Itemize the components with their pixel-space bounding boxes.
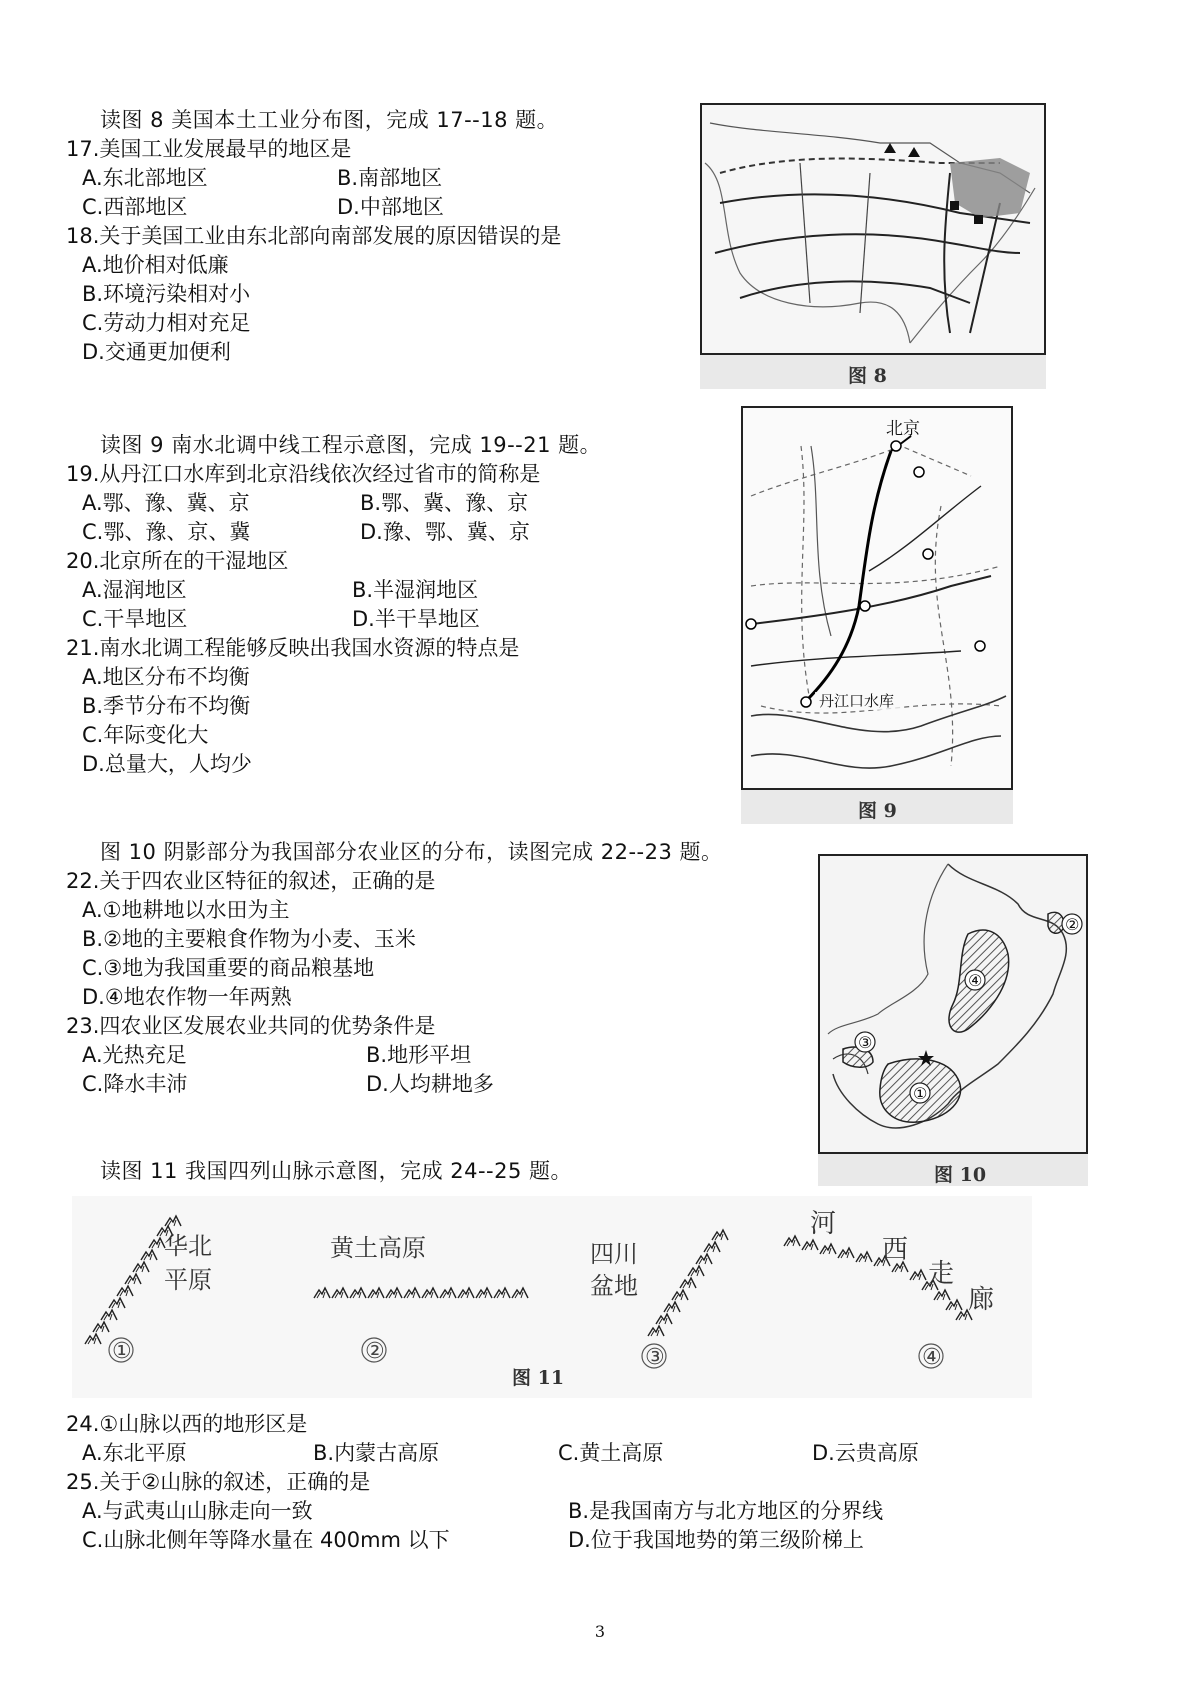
panel-4-number: ④ xyxy=(922,1345,942,1370)
q22-option-c: C.③地为我国重要的商品粮基地 xyxy=(82,956,375,980)
q24-option-d: D.云贵高原 xyxy=(812,1441,919,1465)
panel-4-char-3: 走 xyxy=(928,1259,955,1289)
figure-9-south-north-water-map xyxy=(741,406,1013,790)
figure-8-usa-industry-map xyxy=(700,103,1046,355)
intro-22-23: 图 10 阴影部分为我国部分农业区的分布，读图完成 22--23 题。 xyxy=(100,840,723,864)
q21-stem: 21.南水北调工程能够反映出我国水资源的特点是 xyxy=(66,636,520,660)
q18-option-a: A.地价相对低廉 xyxy=(82,253,229,277)
q25-option-c: C.山脉北侧年等降水量在 400mm 以下 xyxy=(82,1528,450,1552)
marker-1: ① xyxy=(913,1084,928,1103)
figure-8-caption: 图 8 xyxy=(848,365,887,387)
q21-option-a: A.地区分布不均衡 xyxy=(82,665,250,689)
q22-option-b: B.②地的主要粮食作物为小麦、玉米 xyxy=(82,927,416,951)
q19-option-a: A.鄂、豫、冀、京 xyxy=(82,491,250,515)
panel-1-label-2: 平原 xyxy=(164,1266,212,1294)
q17-option-b: B.南部地区 xyxy=(337,166,443,190)
q20-option-b: B.半湿润地区 xyxy=(352,578,479,602)
figure-10-caption: 图 10 xyxy=(934,1164,987,1186)
q25-option-d: D.位于我国地势的第三级阶梯上 xyxy=(568,1528,864,1552)
marker-3: ③ xyxy=(858,1033,873,1052)
q19-stem: 19.从丹江口水库到北京沿线依次经过省市的简称是 xyxy=(66,462,541,486)
intro-17-18: 读图 8 美国本土工业分布图，完成 17--18 题。 xyxy=(100,108,559,132)
q22-stem: 22.关于四农业区特征的叙述，正确的是 xyxy=(66,869,436,893)
intro-19-21: 读图 9 南水北调中线工程示意图，完成 19--21 题。 xyxy=(100,433,602,457)
panel-4-char-4: 廊 xyxy=(968,1285,995,1315)
intro-24-25: 读图 11 我国四列山脉示意图，完成 24--25 题。 xyxy=(100,1159,573,1183)
q19-option-d: D.豫、鄂、冀、京 xyxy=(360,520,530,544)
page-number: 3 xyxy=(594,1622,606,1641)
q23-option-a: A.光热充足 xyxy=(82,1043,187,1067)
range-2-mountains xyxy=(314,1288,528,1298)
q18-option-c: C.劳动力相对充足 xyxy=(82,311,251,335)
marker-2: ② xyxy=(1065,915,1080,934)
panel-2-label: 黄土高原 xyxy=(330,1234,426,1262)
q23-option-b: B.地形平坦 xyxy=(366,1043,472,1067)
q23-option-c: C.降水丰沛 xyxy=(82,1072,188,1096)
map-label-danjiangkou: 丹江口水库 xyxy=(819,692,895,710)
q24-stem: 24.①山脉以西的地形区是 xyxy=(66,1412,308,1436)
q20-option-a: A.湿润地区 xyxy=(82,578,187,602)
panel-4-char-2: 西 xyxy=(882,1235,909,1265)
q25-stem: 25.关于②山脉的叙述，正确的是 xyxy=(66,1470,371,1494)
panel-3-number: ③ xyxy=(645,1345,665,1370)
figure-9-caption: 图 9 xyxy=(858,800,897,822)
q25-option-a: A.与武夷山山脉走向一致 xyxy=(82,1499,313,1523)
q22-option-a: A.①地耕地以水田为主 xyxy=(82,898,290,922)
q17-option-a: A.东北部地区 xyxy=(82,166,208,190)
q17-stem: 17.美国工业发展最早的地区是 xyxy=(66,137,352,161)
q21-option-c: C.年际变化大 xyxy=(82,723,209,747)
q21-option-b: B.季节分布不均衡 xyxy=(82,694,251,718)
q22-option-d: D.④地农作物一年两熟 xyxy=(82,985,292,1009)
figure-11-caption: 图 11 xyxy=(512,1367,565,1389)
panel-1-number: ① xyxy=(112,1339,132,1364)
figure-11-mountain-ranges xyxy=(72,1196,1032,1398)
q23-stem: 23.四农业区发展农业共同的优势条件是 xyxy=(66,1014,436,1038)
q17-option-d: D.中部地区 xyxy=(337,195,444,219)
q18-stem: 18.关于美国工业由东北部向南部发展的原因错误的是 xyxy=(66,224,562,248)
q21-option-d: D.总量大，人均少 xyxy=(82,752,252,776)
q23-option-d: D.人均耕地多 xyxy=(366,1072,494,1096)
q24-option-c: C.黄土高原 xyxy=(558,1441,664,1465)
map-label-beijing: 北京 xyxy=(886,419,920,439)
figure-10-agriculture-map xyxy=(818,854,1088,1154)
panel-2-number: ② xyxy=(365,1339,385,1364)
q18-option-d: D.交通更加便利 xyxy=(82,340,231,364)
marker-4: ④ xyxy=(968,971,983,990)
range-3-mountains xyxy=(648,1230,728,1336)
panel-4-char-1: 河 xyxy=(810,1209,837,1239)
q20-option-d: D.半干旱地区 xyxy=(352,607,480,631)
q19-option-b: B.鄂、冀、豫、京 xyxy=(360,491,529,515)
panel-3-label-2: 盆地 xyxy=(590,1272,638,1300)
q25-option-b: B.是我国南方与北方地区的分界线 xyxy=(568,1499,884,1523)
q24-option-a: A.东北平原 xyxy=(82,1441,187,1465)
q17-option-c: C.西部地区 xyxy=(82,195,188,219)
q19-option-c: C.鄂、豫、京、冀 xyxy=(82,520,251,544)
panel-1-label-1: 华北 xyxy=(164,1232,212,1260)
q18-option-b: B.环境污染相对小 xyxy=(82,282,251,306)
q20-option-c: C.干旱地区 xyxy=(82,607,188,631)
panel-3-label-1: 四川 xyxy=(590,1240,638,1268)
q20-stem: 20.北京所在的干湿地区 xyxy=(66,549,289,573)
q24-option-b: B.内蒙古高原 xyxy=(313,1441,440,1465)
